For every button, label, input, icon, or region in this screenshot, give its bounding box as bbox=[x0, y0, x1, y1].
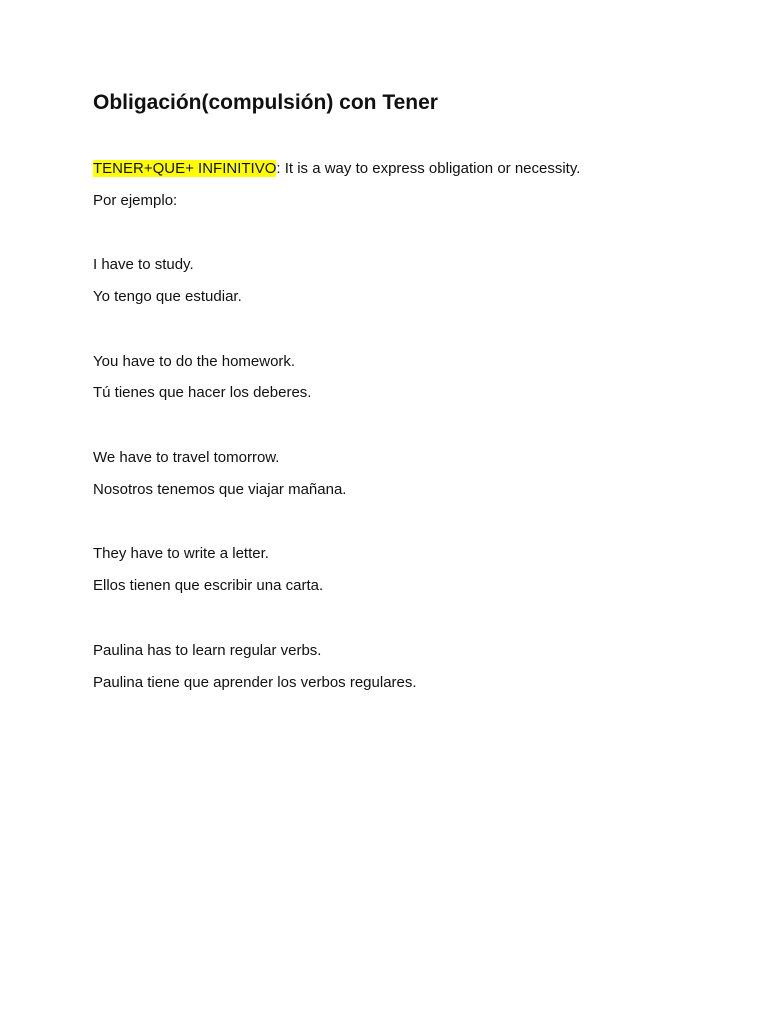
rule-line bbox=[93, 159, 580, 179]
highlighted-rule: TENER+QUE+ INFINITIVO bbox=[93, 160, 277, 177]
example-1-english: I have to study. bbox=[93, 256, 194, 273]
example-2-english: You have to do the homework. bbox=[93, 353, 296, 370]
example-2-spanish: Tú tienes que hacer los deberes. bbox=[93, 384, 312, 401]
example-4-spanish: Ellos tienen que escribir una carta. bbox=[93, 577, 324, 594]
example-intro: Por ejemplo: bbox=[93, 192, 178, 209]
example-5-english: Paulina has to learn regular verbs. bbox=[93, 642, 322, 659]
page-title: Obligación(compulsión) con Tener bbox=[93, 91, 438, 114]
example-3-spanish: Nosotros tenemos que viajar mañana. bbox=[93, 481, 347, 498]
example-1-spanish: Yo tengo que estudiar. bbox=[93, 288, 242, 305]
rule-explanation: : It is a way to express obligation or necessity. bbox=[276, 160, 581, 177]
example-3-english: We have to travel tomorrow. bbox=[93, 449, 280, 466]
example-5-spanish: Paulina tiene que aprender los verbos regulares. bbox=[93, 674, 417, 691]
example-4-english: They have to write a letter. bbox=[93, 545, 269, 562]
